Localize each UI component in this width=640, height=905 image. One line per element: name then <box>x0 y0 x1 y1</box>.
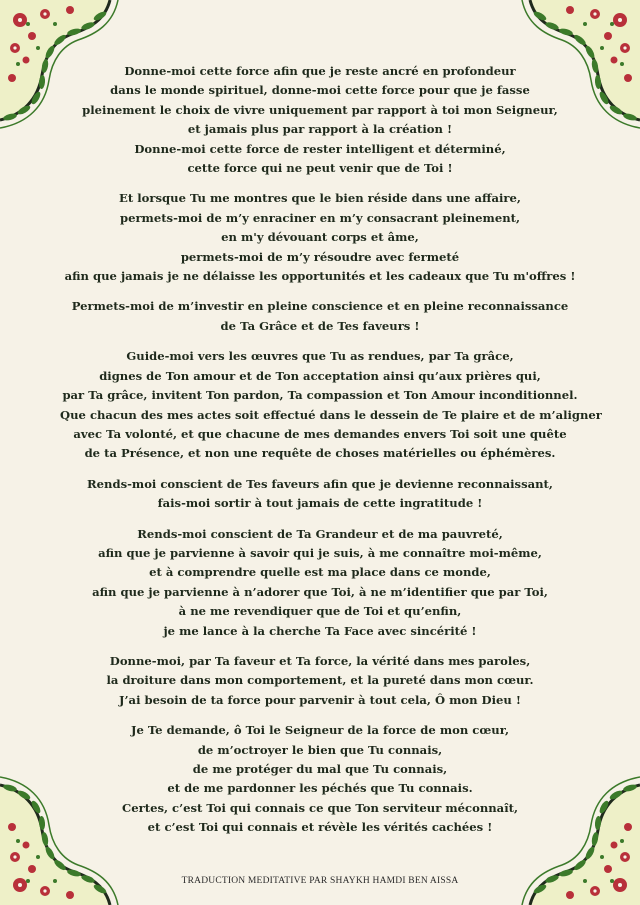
text-line: dans le monde spirituel, donne-moi cette force pour que je fasse <box>110 83 530 98</box>
text-line: à ne me revendiquer que de Toi et qu’enfin, <box>178 604 462 619</box>
text-line: de me protéger du mal que Tu connais, <box>192 762 448 776</box>
text-line: et c’est Toi qui connais et révèle les vérités cachées ! <box>147 820 493 835</box>
text-line: Donne-moi cette force afin que je reste ancré en profondeur <box>124 64 516 78</box>
text-line: de Ta Grâce et de Tes faveurs ! <box>220 318 420 333</box>
text-line: Je Te demande, ô Toi le Seigneur de la force de mon cœur, <box>130 723 509 738</box>
text-line: Rends-moi conscient de Tes faveurs afin que je devienne reconnaissant, <box>87 476 553 491</box>
text-line: dignes de Ton amour et de Ton acceptation ainsi qu’aux prières qui, <box>99 368 541 383</box>
text-line: afin que je parvienne à savoir qui je suis, à me connaître moi-même, <box>98 545 542 560</box>
text-line: cette force qui ne peut venir que de Toi ! <box>187 161 453 176</box>
paragraph <box>60 721 580 837</box>
text-line: Permets-moi de m’investir en pleine conscience et en pleine reconnaissance <box>71 299 569 314</box>
text-line: en m'y dévouant corps et âme, <box>221 230 419 245</box>
paragraph <box>60 652 580 710</box>
text-line: avec Ta volonté, et que chacune de mes demandes envers Toi soit une quête <box>73 426 567 441</box>
translator-credit: TRADUCTION MEDITATIVE PAR SHAYKH HAMDI BEN AISSA <box>181 876 459 886</box>
text-line: je me lance à la cherche Ta Face avec sincérité ! <box>163 623 477 638</box>
text-line: fais-moi sortir à tout jamais de cette ingratitude ! <box>157 496 483 511</box>
paragraph <box>60 347 602 463</box>
text-line: Certes, c’est Toi qui connais ce que Ton serviteur méconnaît, <box>122 800 518 815</box>
text-line: permets-moi de m’y enraciner en m’y consacrant pleinement, <box>119 210 521 225</box>
text-line: pleinement le choix de vivre uniquement par rapport à toi mon Seigneur, <box>82 102 558 117</box>
text-line: Que chacun des mes actes soit effectué dans le dessein de Te plaire et de m’aligner <box>60 407 602 422</box>
paragraph <box>60 475 580 514</box>
text-line: Donne-moi cette force de rester intelligent et déterminé, <box>134 141 506 156</box>
text-line: afin que jamais je ne délaisse les opportunités et les cadeaux que Tu m'offres ! <box>64 269 576 284</box>
text-line: par Ta grâce, invitent Ton pardon, Ta compassion et Ton Amour inconditionnel. <box>62 388 578 403</box>
text-line: J’ai besoin de ta force pour parvenir à tout cela, Ô mon Dieu ! <box>119 692 521 707</box>
text-line: Rends-moi conscient de Ta Grandeur et de ma pauvreté, <box>137 526 503 541</box>
text-line: Guide-moi vers les œuvres que Tu as rendues, par Ta grâce, <box>126 349 514 364</box>
text-line: et jamais plus par rapport à la création ! <box>187 122 453 137</box>
text-line: de m’octroyer le bien que Tu connais, <box>197 742 443 757</box>
paragraph <box>60 525 580 641</box>
text-line: Et lorsque Tu me montres que le bien réside dans une affaire, <box>119 191 521 206</box>
prayer-text <box>60 62 602 849</box>
text-line: la droiture dans mon comportement, et la pureté dans mon cœur. <box>106 673 534 688</box>
text-line: afin que je parvienne à n’adorer que Toi, à ne m’identifier que par Toi, <box>92 584 548 599</box>
text-line: et de me pardonner les péchés que Tu connais. <box>167 781 473 796</box>
text-line: permets-moi de m’y résoudre avec fermeté <box>180 249 460 264</box>
text-line: Donne-moi, par Ta faveur et Ta force, la vérité dans mes paroles, <box>109 653 531 668</box>
text-line: de ta Présence, et non une requête de choses matérielles ou éphémères. <box>84 446 556 461</box>
paragraph <box>60 62 580 178</box>
text-line: et à comprendre quelle est ma place dans ce monde, <box>149 565 491 580</box>
paragraph <box>60 297 580 336</box>
paragraph <box>60 189 580 286</box>
